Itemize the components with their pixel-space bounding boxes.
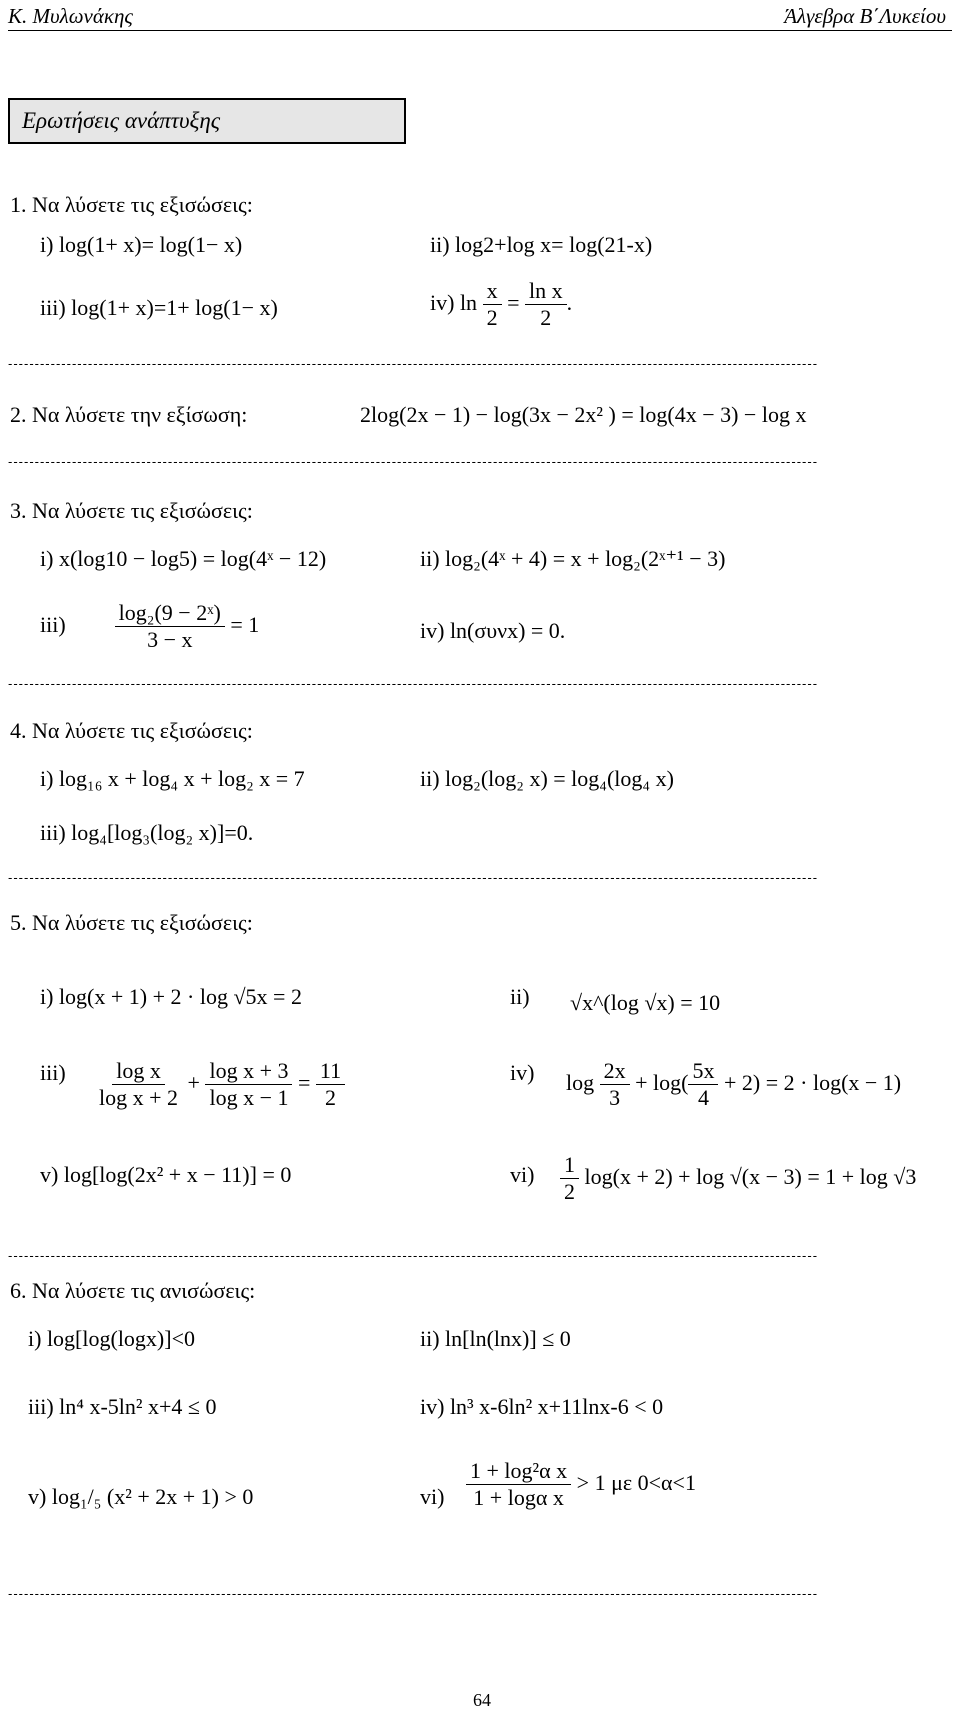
q5-eq-iv-label: iv) bbox=[510, 1060, 535, 1085]
q6-ineq-v: v) log₁/₅ (x² + 2x + 1) > 0 bbox=[28, 1484, 254, 1509]
separator: -------------------------------------------------------------------------------------------------------------------------------------------------------- bbox=[8, 1586, 819, 1601]
q5-iv-num1: 2x bbox=[600, 1058, 630, 1085]
q5-vi-den: 2 bbox=[564, 1179, 575, 1205]
q5-iv-den2: 4 bbox=[697, 1085, 709, 1111]
q5-iii-num2: log x + 3 bbox=[205, 1058, 292, 1085]
separator: -------------------------------------------------------------------------------------------------------------------------------------------------------- bbox=[8, 676, 819, 691]
q5-iii-den1: log x + 2 bbox=[99, 1085, 179, 1111]
section-title: Ερωτήσεις ανάπτυξης bbox=[22, 108, 221, 133]
q3-iii-label: iii) bbox=[40, 611, 66, 637]
q2-heading: 2. Να λύσετε την εξίσωση: bbox=[10, 402, 248, 427]
q5-eq-vi bbox=[560, 1152, 916, 1206]
q6-vi-numerator: 1 + log²α x bbox=[466, 1458, 571, 1485]
q5-vi-num: 1 bbox=[560, 1152, 579, 1179]
q4-eq-iii: iii) log₄[log₃(log₂ x)]=0. bbox=[40, 820, 254, 845]
q6-vi-denominator: 1 + logα x bbox=[473, 1485, 564, 1511]
q5-iii-equals: = bbox=[297, 1069, 311, 1095]
q1-eq-i: i) log(1+ x)= log(1− x) bbox=[40, 232, 243, 257]
q5-iii-den3: 2 bbox=[325, 1085, 336, 1111]
q5-iv-end: + 2) = 2 · log(x − 1) bbox=[723, 1069, 902, 1095]
q2-equation: 2log(2x − 1) − log(3x − 2x² ) = log(4x − 3) − log x bbox=[360, 402, 807, 427]
q5-eq-iii bbox=[95, 1058, 345, 1112]
header-author: Κ. Μυλωνάκης bbox=[8, 4, 133, 28]
q1-iv-equals: = bbox=[507, 289, 520, 315]
q3-eq-iv: iv) ln(συνx) = 0. bbox=[420, 618, 566, 643]
q1-iv-label: iv) ln bbox=[430, 289, 478, 315]
q3-eq-i: i) x(log10 − log5) = log(4ˣ − 12) bbox=[40, 546, 327, 571]
q5-iii-num1: log x bbox=[112, 1058, 165, 1085]
q6-vi-rhs: > 1 με 0<α<1 bbox=[576, 1469, 696, 1495]
header-book-title: Άλγεβρα Β΄Λυκείου bbox=[784, 4, 946, 28]
q5-iv-den1: 3 bbox=[609, 1085, 621, 1111]
q5-eq-i: i) log(x + 1) + 2 · log √5x = 2 bbox=[40, 984, 302, 1009]
q3-iii-rhs: = 1 bbox=[230, 611, 260, 637]
header-rule bbox=[8, 30, 952, 31]
q5-iii-den2: log x − 1 bbox=[209, 1085, 289, 1111]
q1-iv-num-right: ln x bbox=[525, 278, 567, 305]
q6-ineq-ii: ii) ln[ln(lnx)] ≤ 0 bbox=[420, 1326, 571, 1351]
q5-heading: 5. Να λύσετε τις εξισώσεις: bbox=[10, 910, 253, 935]
q1-iv-num-left: x bbox=[483, 278, 502, 305]
q3-eq-iii bbox=[40, 600, 259, 654]
q5-eq-vi-label: vi) bbox=[510, 1162, 535, 1187]
q1-eq-iii: iii) log(1+ x)=1+ log(1− x) bbox=[40, 295, 278, 320]
q4-eq-i: i) log₁₆ x + log₄ x + log₂ x = 7 bbox=[40, 766, 305, 791]
separator: -------------------------------------------------------------------------------------------------------------------------------------------------------- bbox=[8, 356, 819, 371]
q3-heading: 3. Να λύσετε τις εξισώσεις: bbox=[10, 498, 253, 523]
q1-iv-den-left: 2 bbox=[486, 305, 498, 331]
q5-iv-num2: 5x bbox=[688, 1058, 718, 1085]
q5-eq-iv bbox=[566, 1058, 901, 1112]
q5-eq-ii-label: ii) bbox=[510, 984, 530, 1009]
q6-ineq-vi bbox=[466, 1458, 696, 1512]
separator: -------------------------------------------------------------------------------------------------------------------------------------------------------- bbox=[8, 870, 819, 885]
page-number: 64 bbox=[473, 1690, 491, 1710]
q5-iv-mid: + log( bbox=[635, 1069, 689, 1095]
q6-ineq-vi-label: vi) bbox=[420, 1484, 445, 1509]
q6-heading: 6. Να λύσετε τις ανισώσεις: bbox=[10, 1278, 256, 1303]
q6-ineq-iii: iii) ln⁴ x-5ln² x+4 ≤ 0 bbox=[28, 1394, 217, 1419]
q4-eq-ii: ii) log₂(log₂ x) = log₄(log₄ x) bbox=[420, 766, 674, 791]
q1-eq-ii: ii) log2+log x= log(21-x) bbox=[430, 232, 653, 257]
q5-iii-num3: 11 bbox=[316, 1058, 345, 1085]
q1-iv-den-right: 2 bbox=[540, 305, 552, 331]
q6-ineq-iv: iv) ln³ x-6ln² x+11lnx-6 < 0 bbox=[420, 1394, 664, 1419]
q4-heading: 4. Να λύσετε τις εξισώσεις: bbox=[10, 718, 253, 743]
q1-eq-iv bbox=[430, 278, 572, 332]
q5-eq-ii: √x^(log √x) = 10 bbox=[570, 990, 721, 1015]
q5-vi-expression: log(x + 2) + log √(x − 3) = 1 + log √3 bbox=[584, 1163, 917, 1189]
separator: -------------------------------------------------------------------------------------------------------------------------------------------------------- bbox=[8, 454, 819, 469]
q5-eq-v: v) log[log(2x² + x − 11)] = 0 bbox=[40, 1162, 292, 1187]
q3-iii-numerator: log₂(9 − 2ˣ) bbox=[115, 600, 225, 627]
q5-eq-iii-label: iii) bbox=[40, 1060, 66, 1085]
separator: -------------------------------------------------------------------------------------------------------------------------------------------------------- bbox=[8, 1248, 819, 1263]
q5-iv-log: log bbox=[566, 1069, 595, 1095]
q3-iii-denominator: 3 − x bbox=[147, 627, 193, 653]
q1-iv-end: . bbox=[566, 289, 573, 315]
q1-heading: 1. Να λύσετε τις εξισώσεις: bbox=[10, 192, 253, 217]
section-title-box bbox=[8, 98, 406, 144]
q6-ineq-i: i) log[log(logx)]<0 bbox=[28, 1326, 195, 1351]
q3-eq-ii: ii) log₂(4ˣ + 4) = x + log₂(2ˣ⁺¹ − 3) bbox=[420, 546, 726, 571]
q5-iii-plus: + bbox=[187, 1069, 200, 1095]
